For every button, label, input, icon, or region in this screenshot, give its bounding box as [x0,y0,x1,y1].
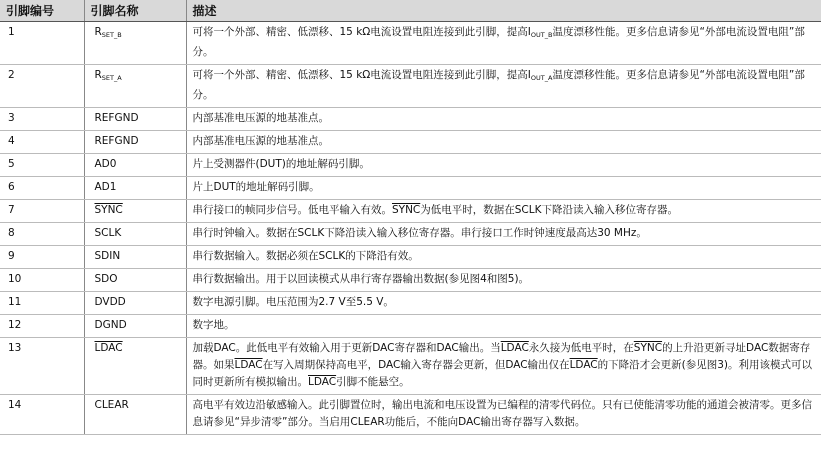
pin-number: 13 [0,338,84,395]
description-part: LDAC [234,359,263,371]
pin-description [186,315,821,338]
pin-number: 1 [0,22,84,65]
pin-name-text: SDIN [94,250,121,262]
table-row [0,292,821,315]
pin-name [84,315,186,338]
pin-number: 8 [0,223,84,246]
table-row [0,246,821,269]
pin-number: 11 [0,292,84,315]
description-text: 串行数据输出。用于以回读模式从串行寄存器输出数据(参见图4和图5)。 [192,273,530,285]
pin-name-text: REFGND [94,135,139,147]
table-row [0,315,821,338]
pin-description [186,292,821,315]
pin-name-text: R [94,26,102,38]
pin-number: 7 [0,200,84,223]
pin-description [186,177,821,200]
table-row [0,338,821,395]
pin-name-text: CLEAR [94,399,129,411]
pin-name [84,292,186,315]
pin-name [84,395,186,435]
description-subscript: OUT_A [530,74,553,82]
pin-name-subscript: SET_B [101,31,122,39]
description-text: 可将一个外部、精密、低漂移、15 kΩ电流设置电阻连接到此引脚，提高I [192,26,531,38]
description-part: 为低电平时，数据在SCLK下降沿读入输入移位寄存器。 [420,204,678,216]
pin-name-text: REFGND [94,112,139,124]
description-text-after: 温度漂移性能。更多信息请参见“外部电流设置电阻”部分。 [192,26,805,58]
header-pin-name: 引脚名称 [84,0,186,22]
description-text: 串行数据输入。数据必须在SCLK的下降沿有效。 [192,250,419,262]
pin-name-text: SDO [94,273,118,285]
pin-description [186,22,821,65]
pin-description [186,246,821,269]
description-part: 串行接口的帧同步信号。低电平输入有效。 [192,204,392,216]
pin-description [186,269,821,292]
pin-name-text: DGND [94,319,127,331]
description-text: 高电平有效边沿敏感输入。此引脚置位时，输出电流和电压设置为已编程的清零代码位。只有已使能清零功能的通道会被清零。更多信息请参见“异步清零”部分。当启用CLEAR功能后，不能向DAC输出寄存器写入数据。 [192,399,812,428]
pin-description [186,200,821,223]
table-row [0,269,821,292]
pin-number: 6 [0,177,84,200]
table-row [0,177,821,200]
description-text: 内部基准电压源的地基准点。 [192,135,329,147]
pin-name-text: SYNC [94,204,123,216]
table-row [0,223,821,246]
description-text: 数字地。 [192,319,235,331]
pin-name [84,108,186,131]
table-row [0,131,821,154]
pin-number: 14 [0,395,84,435]
description-text: 可将一个外部、精密、低漂移、15 kΩ电流设置电阻连接到此引脚，提高I [192,69,531,81]
description-text: 串行时钟输入。数据在SCLK下降沿读入输入移位寄存器。串行接口工作时钟速度最高达30 MHz。 [192,227,647,239]
pin-name [84,200,186,223]
pin-name [84,131,186,154]
table-row [0,22,821,65]
pin-number: 10 [0,269,84,292]
table-row [0,154,821,177]
pin-name [84,246,186,269]
pin-name [84,177,186,200]
pin-description [186,131,821,154]
pin-description [186,154,821,177]
pin-name-subscript: SET_A [101,74,122,82]
description-part: LDAC [308,376,337,388]
pin-description [186,338,821,395]
pin-name [84,65,186,108]
pin-name [84,154,186,177]
description-text: 内部基准电压源的地基准点。 [192,112,329,124]
pin-description [186,395,821,435]
pin-name-text: LDAC [94,342,123,354]
table-row [0,200,821,223]
pin-name-text: AD0 [94,158,117,170]
description-part: SYNC [633,342,663,354]
pin-number: 4 [0,131,84,154]
pin-name-text: SCLK [94,227,122,239]
table-row [0,65,821,108]
description-part: 在写入周期保持高电平，DAC输入寄存器会更新，但DAC输出仅在 [262,359,570,371]
description-part: LDAC [500,342,529,354]
table-row [0,108,821,131]
description-text: 片上受测器件(DUT)的地址解码引脚。 [192,158,370,170]
description-part: 引脚不能悬空。 [336,376,410,388]
header-description: 描述 [186,0,821,22]
pin-number: 2 [0,65,84,108]
table-row [0,395,821,435]
pin-number: 5 [0,154,84,177]
pin-description [186,108,821,131]
pin-name-text: AD1 [94,181,117,193]
description-part: 的下降沿才会更新(参见图3)。利用该模式可以同时更新所有模拟输出。 [192,359,813,388]
header-pin-number: 引脚编号 [0,0,84,22]
pin-name [84,223,186,246]
pin-description [186,223,821,246]
pin-number: 3 [0,108,84,131]
description-subscript: OUT_B [530,31,553,39]
description-text: 片上DUT的地址解码引脚。 [192,181,320,193]
description-part: 加载DAC。此低电平有效输入用于更新DAC寄存器和DAC输出。当 [192,342,501,354]
description-part: 的上升沿更新寻址DAC数据寄存器。如果 [192,342,811,371]
pin-name [84,269,186,292]
pin-number: 12 [0,315,84,338]
pin-name [84,338,186,395]
description-text-after: 温度漂移性能。更多信息请参见“外部电流设置电阻”部分。 [192,69,805,101]
pin-name-text: DVDD [94,296,126,308]
description-part: SYNC [392,204,421,216]
pin-number: 9 [0,246,84,269]
table-header-row [0,0,821,22]
pin-name [84,22,186,65]
description-part: LDAC [569,359,598,371]
pin-name-text: R [94,69,102,81]
pin-description [186,65,821,108]
description-part: 永久接为低电平时，在 [528,342,634,354]
description-text: 数字电源引脚。电压范围为2.7 V至5.5 V。 [192,296,394,308]
